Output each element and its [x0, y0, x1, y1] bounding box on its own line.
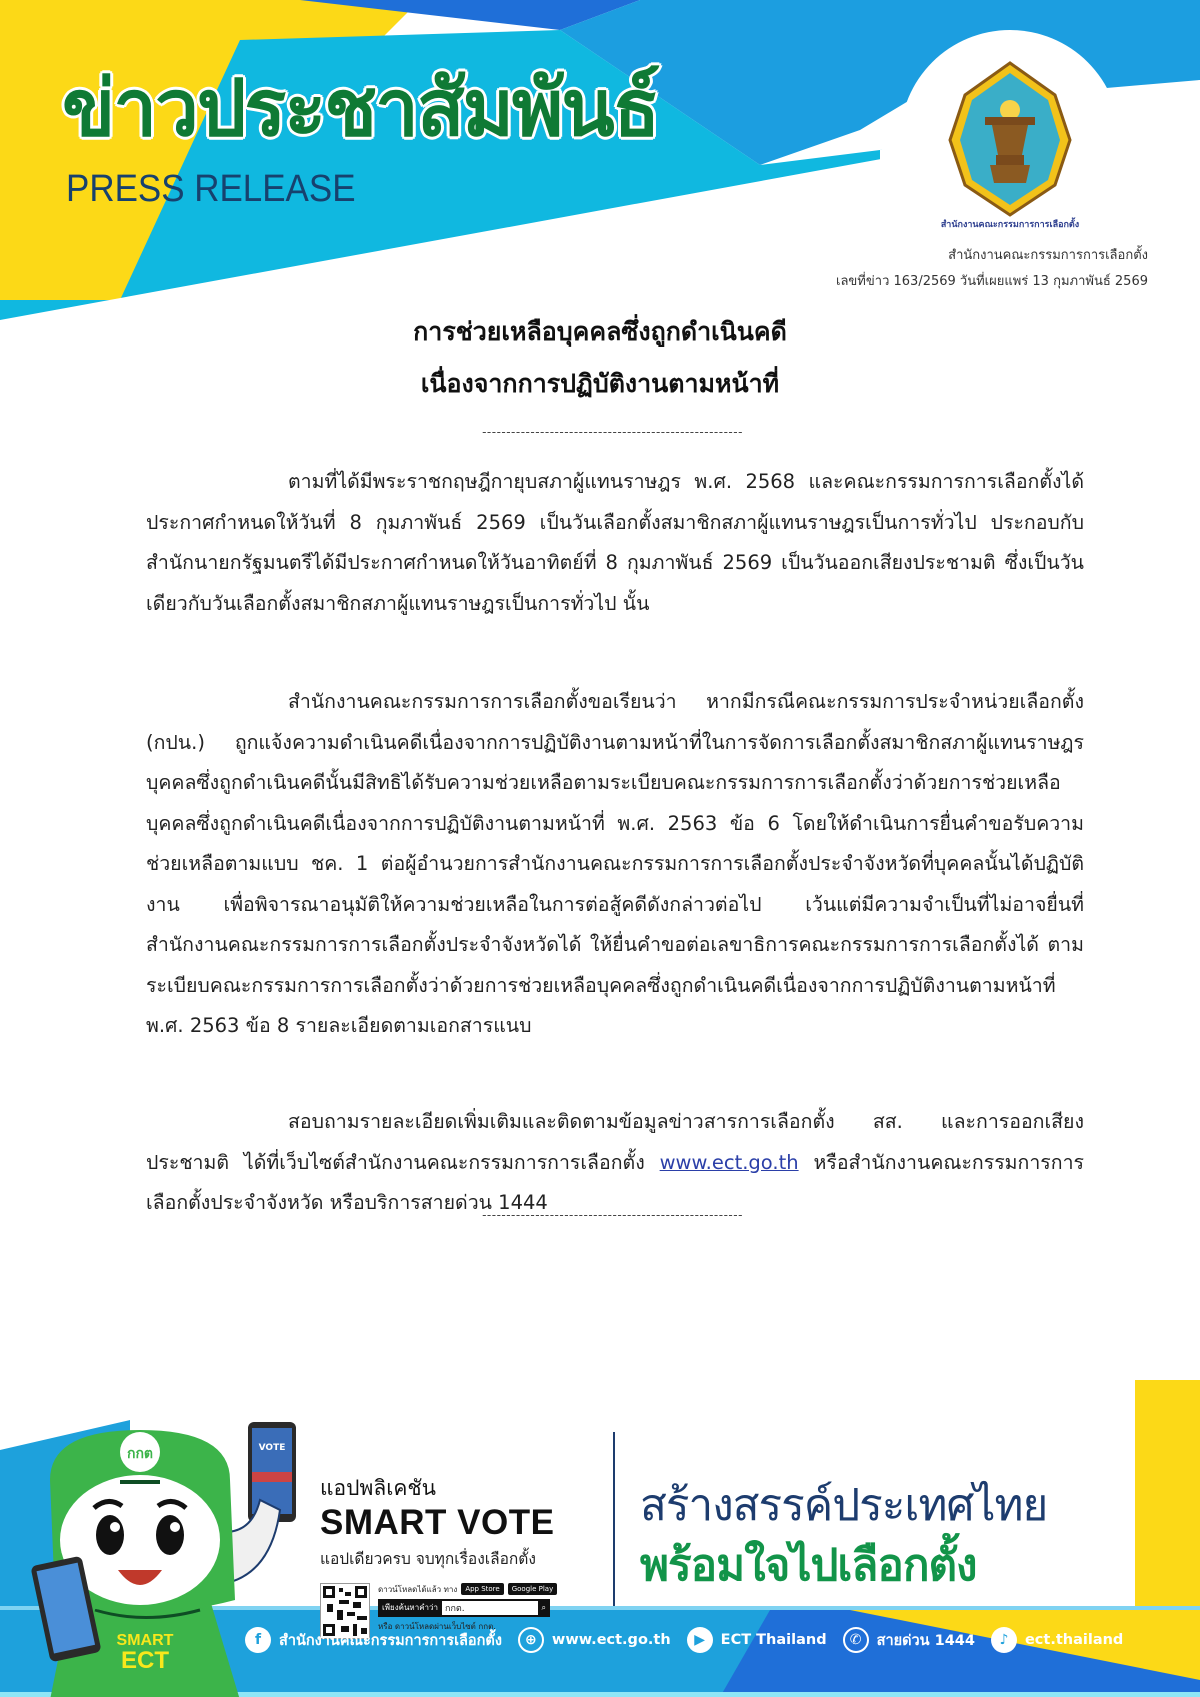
contact-label: ect.thailand [1024, 1632, 1124, 1648]
svg-text:สำนักงานคณะกรรมการการเลือกตั้ง: สำนักงานคณะกรรมการการเลือกตั้ง [940, 220, 1080, 230]
svg-text:ECT: ECT [121, 1647, 169, 1674]
download-row [378, 1583, 557, 1596]
svg-text:กกต: กกต [126, 1446, 154, 1462]
smart-ect-mascot [10, 1410, 300, 1697]
web-download-note: หรือ ดาวน์โหลดผ่านเว็บไซต์ กกต. [378, 1621, 496, 1631]
download-label: ดาวน์โหลดได้แล้ว ทาง [378, 1584, 458, 1594]
contact-label: สำนักงานคณะกรรมการการเลือกตั้ง [279, 1632, 502, 1649]
contact-label: ECT Thailand [720, 1632, 827, 1648]
tiktok-icon: ♪ [991, 1627, 1017, 1653]
separator-top: ------------------------------------------------------ [482, 425, 743, 439]
facebook-icon: f [245, 1627, 271, 1653]
svg-text:VOTE: VOTE [258, 1443, 286, 1453]
slogan-line-2: พร้อมใจไปเลือกตั้ง [640, 1540, 977, 1591]
globe-icon: ⊕ [518, 1627, 544, 1653]
contact-bar [245, 1627, 1129, 1653]
search-icon: ⌕ [541, 1602, 546, 1612]
app-search-bar [378, 1599, 550, 1617]
paragraph-text: สำนักงานคณะกรรมการการเลือกตั้งขอเรียนว่า หากมีกรณีคณะกรรมการประจำหน่วยเลือกตั้ง (กปน.) ถูกแจ้งความดำเนินคดีเนื่องจากการปฏิบัติงานตามหน้าที่ในการจัดการเลือกตั้งสมาชิกสภาผู้แทนราษฎร บุคคลซึ่งถูกดำเนินคดีนั้นมีสิทธิได้รับความช่วยเหลือตามระเบียบคณะกรรมการการเลือกตั้งว่าด้วยการช่วยเหลือบุคคลซึ่งถูกดำเนินคดีเนื่องจากการปฏิบัติงานตามหน้าที่ พ.ศ. 2563 ข้อ 6 โดยให้ดำเนินการยื่นคำขอรับความช่วยเหลือตามแบบ ชค. 1 ต่อผู้อำนวยการสำนักงานคณะกรรมการการเลือกตั้งประจำจังหวัดที่บุคคลนั้นได้ปฏิบัติงาน เพื่อพิจารณาอนุมัติให้ความช่วยเหลือในการต่อสู้คดีดังกล่าวต่อไป เว้นแต่มีความจำเป็นที่ไม่อาจยื่นที่สำนักงานคณะกรรมการการเลือกตั้งประจำจังหวัดได้ ให้ยื่นคำขอต่อเลขาธิการคณะกรรมการการเลือกตั้งได้ ตามระเบียบคณะกรรมการการเลือกตั้งว่าด้วยการช่วยเหลือบุคคลซึ่งถูกดำเนินคดีเนื่องจากการปฏิบัติงานตามหน้าที่ พ.ศ. 2563 ข้อ 8 รายละเอียดตามเอกสารแนบ [146, 690, 1084, 1037]
footer-banner [0, 1380, 1200, 1697]
headline-line-1: การช่วยเหลือบุคคลซึ่งถูกดำเนินคดี [413, 317, 787, 346]
organization-name: สำนักงานคณะกรรมการการเลือกตั้ง [948, 248, 1148, 263]
search-keyword-field: กกต. [442, 1601, 538, 1615]
app-label: แอปพลิเคชัน [320, 1476, 437, 1500]
contact-youtube[interactable] [687, 1627, 827, 1653]
body-paragraph-2 [146, 682, 1084, 1055]
title-english: PRESS RELEASE [66, 168, 356, 210]
news-number-date: เลขที่ข่าว 163/2569 วันที่เผยแพร่ 13 กุมภาพันธ์ 2569 [836, 274, 1148, 289]
app-tagline: แอปเดียวครบ จบทุกเรื่องเลือกตั้ง [320, 1549, 536, 1568]
contact-hotline[interactable] [843, 1627, 975, 1653]
ect-seal-icon [930, 55, 1090, 230]
press-release-header [0, 0, 1200, 320]
mascot-icon [10, 1410, 300, 1697]
contact-website[interactable] [518, 1627, 671, 1653]
contact-label: www.ect.go.th [551, 1632, 671, 1648]
contact-text-before: สอบถามรายละเอียดเพิ่มเติมและติดตามข้อมูลข่าวสารการเลือกตั้ง สส. และการออกเสียงประชามติ ได้ที่เว็บไซต์สำนักงานคณะกรรมการการเลือกตั้ง [146, 1110, 1084, 1174]
headline-line-2: เนื่องจากการปฏิบัติงานตามหน้าที่ [420, 369, 780, 398]
ect-website-link[interactable]: www.ect.go.th [659, 1150, 799, 1174]
svg-text:SMART: SMART [116, 1632, 174, 1649]
contact-paragraph [146, 1102, 1084, 1224]
contact-facebook[interactable] [245, 1627, 502, 1653]
download-options [378, 1583, 557, 1633]
paragraph-text: ตามที่ได้มีพระราชกฤษฎีกายุบสภาผู้แทนราษฎร พ.ศ. 2568 และคณะกรรมการการเลือกตั้งได้ประกาศกำหนดให้วันที่ 8 กุมภาพันธ์ 2569 เป็นวันเลือกตั้งสมาชิกสภาผู้แทนราษฎรเป็นการทั่วไป ประกอบกับสำนักนายกรัฐมนตรีได้มีประกาศกำหนดให้วันอาทิตย์ที่ 8 กุมภาพันธ์ 2569 เป็นวันออกเสียงประชามติ ซึ่งเป็นวันเดียวกับวันเลือกตั้งสมาชิกสภาผู้แทนราษฎรเป็นการทั่วไป นั้น [146, 470, 1084, 615]
contact-text-after: หรือสำนักงานคณะกรรมการการเลือกตั้งประจำจังหวัด หรือบริการสายด่วน 1444 [146, 1150, 1084, 1214]
slogan-line-1: สร้างสรรค์ประเทศไทย [640, 1480, 1048, 1531]
youtube-play-icon: ▶ [687, 1627, 713, 1653]
title-thai: ข่าวประชาสัมพันธ์ [62, 64, 659, 154]
body-paragraph-1 [146, 462, 1084, 632]
ect-seal-logo [930, 55, 1090, 230]
app-name: SMART VOTE [320, 1503, 555, 1542]
phone-icon: ✆ [843, 1627, 869, 1653]
separator-bottom: ------------------------------------------------------ [482, 1208, 743, 1222]
google-play-button[interactable]: Google Play [508, 1583, 558, 1595]
app-store-button[interactable]: App Store [461, 1583, 503, 1595]
contact-label: สายด่วน 1444 [876, 1632, 975, 1649]
smart-vote-app-promo [320, 1472, 580, 1639]
search-label: เพียงค้นหาคำว่า [382, 1603, 439, 1613]
contact-tiktok[interactable] [991, 1627, 1123, 1653]
footer-divider [613, 1432, 615, 1606]
